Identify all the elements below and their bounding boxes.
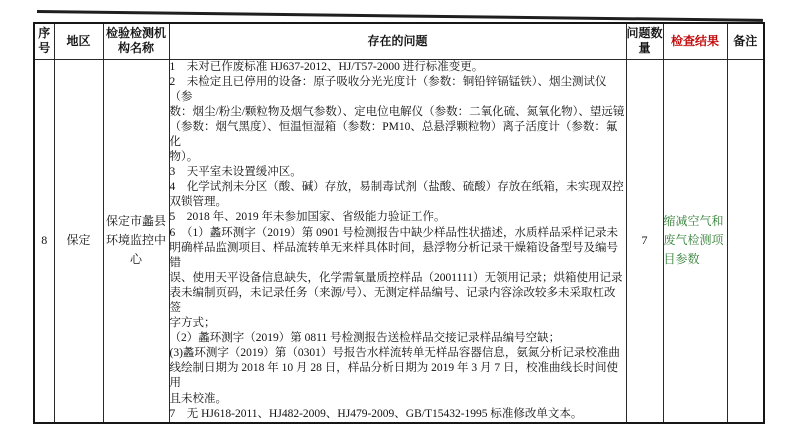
cell-problems bbox=[169, 59, 626, 423]
cell-agency: 保定市蠡县环境监控中心 bbox=[103, 59, 169, 423]
scan-top-rule bbox=[37, 10, 763, 22]
problem-line: 6 （1）蠡环测字（2019）第 0901 号检测报告中缺少样品性状描述，水质样品采样记录未 bbox=[169, 226, 618, 239]
problem-line: 字方式； bbox=[169, 317, 216, 330]
problem-line: 明确样品监测项目、样品流转单无来样具体时间，悬浮物分析记录干燥箱设备型号及编号错 bbox=[169, 241, 618, 269]
header-row bbox=[34, 23, 764, 59]
problem-line: (3)蠡环测字（2019）第（0301）号报告水样流转单无样品容器信息，氨氮分析记录校准曲 bbox=[169, 347, 620, 360]
problem-line: （2）蠡环测字（2019）第 0811 号检测报告送检样品交接记录样品编号空缺； bbox=[169, 332, 561, 345]
problem-line: 双锁管理。 bbox=[169, 196, 227, 209]
problem-line: 4 化学试剂未分区（酸、碱）存放，易制毒试剂（盐酸、硫酸）存放在纸箱，未实现双控 bbox=[169, 181, 624, 194]
inspection-problems-table bbox=[33, 22, 765, 424]
problem-line: 2 未检定且已停用的设备：原子吸收分光光度计（参数：铜铅锌镉锰铁）、烟尘测试仪（参 bbox=[169, 75, 607, 103]
problem-line: 误、使用天平设备信息缺失，化学需氧量质控样品（2001111）无领用记录；烘箱使用记录 bbox=[169, 271, 623, 284]
problem-line: 且未校准。 bbox=[169, 392, 227, 405]
cell-index: 8 bbox=[34, 59, 54, 423]
problem-line: 5 2018 年、2019 年未参加国家、省级能力验证工作。 bbox=[169, 211, 446, 224]
problem-line: 表未编制页码，未记录任务（来源/号）、无测定样品编号、记录内容涂改较多未采取杠改签 bbox=[169, 286, 616, 314]
cell-inspection-result: 缩减空气和废气检测项目参数 bbox=[663, 59, 727, 423]
problem-line: 7 无 HJ618-2011、HJ482-2009、HJ479-2009、GB/T15432-1995 标准修改单文本。 bbox=[169, 407, 583, 420]
cell-region: 保定 bbox=[54, 59, 103, 423]
problem-line: 线绘制日期为 2018 年 10 月 28 日，样品分析日期为 2019 年 3 月 7 日，校准曲线长时间使用 bbox=[169, 362, 618, 390]
problem-line: 1 未对已作废标准 HJ637-2012、HJ/T57-2000 进行标准变更。 bbox=[169, 60, 484, 73]
problem-line: 3 天平室未设置缓冲区。 bbox=[169, 166, 302, 179]
header-agency: 检验检测机构名称 bbox=[103, 23, 169, 59]
cell-problem-count: 7 bbox=[626, 59, 663, 423]
problem-line: （参数：烟气黑度）、恒温恒湿箱（参数：PM10、总悬浮颗粒物）离子活度计（参数：氟化 bbox=[169, 120, 618, 148]
table-row bbox=[34, 59, 764, 423]
header-region: 地区 bbox=[54, 23, 103, 59]
header-remark: 备注 bbox=[727, 23, 764, 59]
header-inspection-result: 检查结果 bbox=[663, 23, 727, 59]
cell-remark bbox=[727, 59, 764, 423]
header-problems: 存在的问题 bbox=[169, 23, 626, 59]
problem-line: 数：烟尘/粉尘/颗粒物及烟气参数）、定电位电解仪（参数：二氧化硫、氮氧化物）、望远镜 bbox=[169, 105, 625, 118]
problem-line: 物）。 bbox=[169, 151, 199, 164]
header-index: 序号 bbox=[34, 23, 54, 59]
header-problem-count: 问题数量 bbox=[626, 23, 663, 59]
